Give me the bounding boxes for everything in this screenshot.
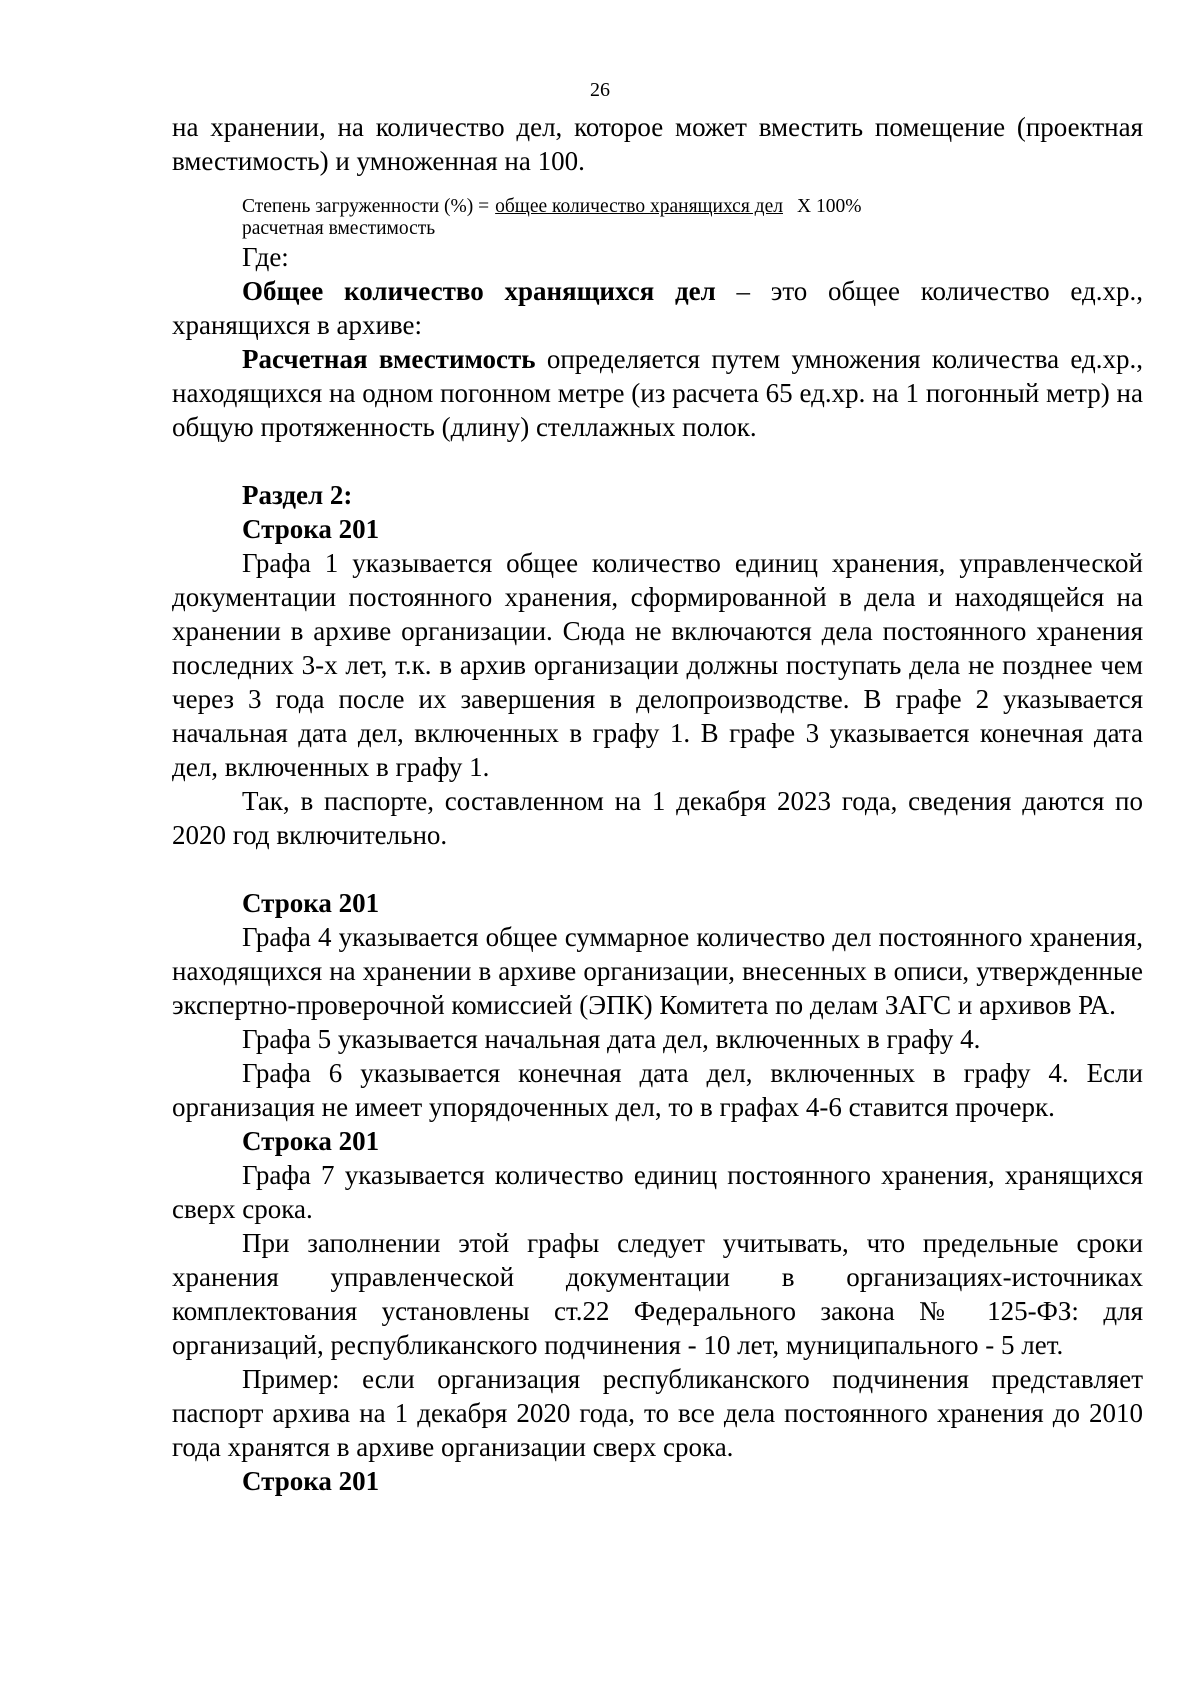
definition-term: Расчетная вместимость: [242, 344, 536, 374]
row-heading: Строка 201: [242, 888, 380, 918]
formula-numerator: общее количество хранящихся дел: [495, 196, 783, 217]
definition-capacity: [172, 342, 1143, 444]
body-paragraph: Графа 5 указывается начальная дата дел, включенных в графу 4.: [242, 1024, 981, 1054]
row-heading: Строка 201: [242, 514, 380, 544]
definition-text: определяется путем умножения количества ед.хр., находящихся на одном погонном метре (из расчета 65 ед.хр. на 1 погонный метр) на общую протяженность (длину) стеллажных полок.: [172, 344, 1143, 442]
body-paragraph: Графа 7 указывается количество единиц постоянного хранения, хранящихся сверх срока.: [172, 1160, 1143, 1224]
spacer: [172, 852, 1143, 886]
formula-left: Степень загруженности (%) =: [242, 196, 490, 217]
body-paragraph: Так, в паспорте, составленном на 1 декабря 2023 года, сведения даются по 2020 год включительно.: [172, 786, 1143, 850]
body-paragraph: Пример: если организация республиканского подчинения представляет паспорт архива на 1 декабря 2020 года, то все дела постоянного хранения до 2010 года хранятся в архиве организации сверх срока.: [172, 1364, 1143, 1462]
body-paragraph: Графа 6 указывается конечная дата дел, включенных в графу 4. Если организация не имеет упорядоченных дел, то в графах 4-6 ставится прочерк.: [172, 1058, 1143, 1122]
page-number: 26: [590, 79, 610, 101]
definition-total-cases: [172, 274, 1143, 342]
section-title: Раздел 2:: [242, 480, 353, 510]
body-paragraph: Графа 4 указывается общее суммарное количество дел постоянного хранения, находящихся на хранении в архиве организации, внесенных в описи, утвержденные экспертно-проверочной комиссией (ЭПК) Комитета по делам ЗАГС и архивов РА.: [172, 922, 1143, 1020]
formula-multiplier: Х 100%: [797, 196, 862, 217]
document-body: [172, 110, 1143, 1498]
spacer: [172, 444, 1143, 478]
formula-denominator: расчетная вместимость: [242, 218, 436, 239]
row-heading: Строка 201: [242, 1466, 380, 1496]
intro-paragraph: на хранении, на количество дел, которое может вместить помещение (проектная вместимость) и умноженная на 100.: [172, 112, 1143, 176]
where-label: Где:: [242, 242, 289, 272]
body-paragraph: Графа 1 указывается общее количество единиц хранения, управленческой документации постоянного хранения, сформированной в дела и находящейся на хранении в архиве организации. Сюда не включаются дела постоянного хранения последних 3-х лет, т.к. в архив организации должны поступать дела не позднее чем через 3 года после их завершения в делопроизводстве. В графе 2 указывается начальная дата дел, включенных в графу 1. В графе 3 указывается конечная дата дел, включенных в графу 1.: [172, 548, 1143, 782]
load-formula: [242, 196, 1143, 240]
definition-term: Общее количество хранящихся дел: [242, 276, 716, 306]
row-heading: Строка 201: [242, 1126, 380, 1156]
body-paragraph: При заполнении этой графы следует учитывать, что предельные сроки хранения управленческой документации в организациях-источниках комплектования установлены ст.22 Федерального закона № 125-ФЗ: для организаций, республиканского подчинения - 10 лет, муниципального - 5 лет.: [172, 1228, 1143, 1360]
definition-text: – это общее количество ед.хр., хранящихся в архиве:: [172, 276, 1143, 340]
